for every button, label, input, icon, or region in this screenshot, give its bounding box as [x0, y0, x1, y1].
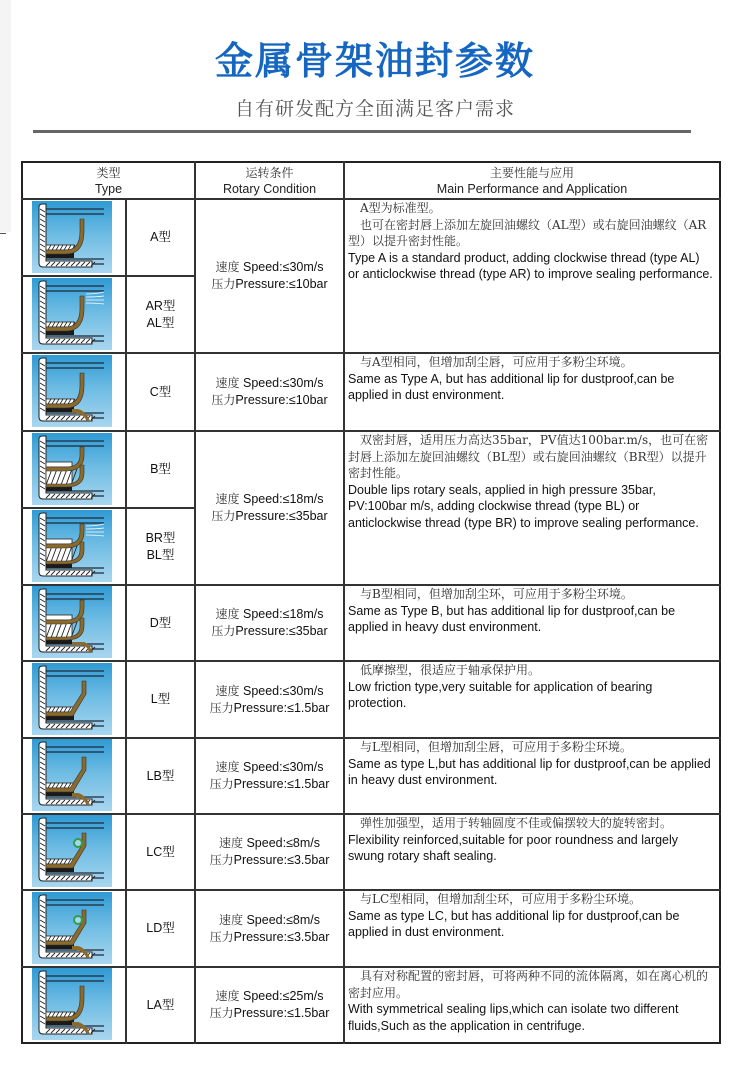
speed-limit: [219, 835, 320, 852]
seal-type-label: [127, 586, 194, 660]
column-header-condition-en: Rotary Condition: [222, 182, 317, 196]
seal-type-name: BR型: [145, 530, 176, 545]
performance-text-en: Type A is a standard product, adding clockwise thread (type AL) or anticlockwise thread (type AR) to improve sealing performance.: [348, 250, 713, 281]
pressure-value: Pressure:≤1.5bar: [233, 700, 330, 715]
rotary-condition: [196, 968, 343, 1042]
pressure-value: Pressure:≤1.5bar: [233, 777, 330, 791]
speed-limit: [215, 606, 323, 623]
seal-type-name: A型: [150, 230, 171, 244]
seal-type-la-icon: [32, 968, 112, 1040]
speed-value: Speed:≤30m/s: [242, 760, 324, 774]
seal-type-b-icon: [32, 433, 112, 505]
performance-description: [345, 739, 719, 813]
pressure-label-zh: 压力: [211, 624, 236, 638]
pressure-limit: [211, 623, 327, 640]
performance-text-zh: A型为标准型。: [360, 201, 441, 215]
seal-type-name: LA型: [146, 997, 175, 1012]
column-header-performance-zh: 主要性能与应用: [489, 166, 574, 180]
performance-description: [345, 354, 719, 430]
pressure-limit: [210, 776, 330, 793]
speed-label-zh: 速度: [215, 260, 240, 274]
seal-type-label: [127, 662, 194, 737]
speed-label-zh: 速度: [215, 760, 240, 774]
speed-label-zh: 速度: [215, 989, 240, 1003]
seal-type-br-bl-icon: [32, 510, 112, 582]
performance-text-zh: 与LC型相同，但增加刮尘环，可应用于多粉尘环境。: [360, 892, 642, 906]
pressure-value: Pressure:≤1.5bar: [233, 1006, 330, 1020]
speed-value: Speed:≤30m/s: [242, 683, 324, 698]
performance-text-zh: 与L型相同，但增加刮尘唇，可应用于多粉尘环境。: [360, 740, 632, 754]
seal-type-l-icon: [32, 663, 112, 735]
performance-text-en: Same as Type A, but has additional lip for dustproof,can be applied in dust environment.: [348, 371, 675, 402]
seal-type-d-icon: [32, 586, 112, 658]
seal-type-name: C型: [149, 384, 172, 399]
speed-label-zh: 速度: [215, 683, 240, 698]
seal-type-label: [127, 968, 194, 1042]
performance-text-en: Low friction type,very suitable for application of bearing protection.: [348, 679, 653, 710]
speed-limit: [215, 759, 323, 776]
pressure-label-zh: 压力: [211, 509, 236, 523]
pressure-label-zh: 压力: [209, 853, 234, 867]
title-divider: [33, 130, 691, 133]
performance-text-zh: 与A型相同，但增加刮尘唇，可应用于多粉尘环境。: [360, 355, 633, 369]
performance-text-zh: 双密封唇，适用压力高达35bar，PV值达100bar.m/s，也可在密封唇上添加左旋回油螺纹（BL型）或右旋回油螺纹（BR型）以提升密封性能。: [348, 433, 709, 480]
speed-label-zh: 速度: [215, 492, 240, 506]
performance-text-en: Same as type L,but has additional lip for dustproof,can be applied in heavy dust environment.: [348, 756, 711, 787]
pressure-value: Pressure:≤35bar: [235, 624, 328, 638]
seal-type-ar-al-icon: [32, 278, 112, 350]
pressure-limit: [210, 700, 330, 717]
performance-description: [345, 432, 719, 584]
performance-description: [345, 891, 719, 966]
pressure-label-zh: 压力: [211, 277, 236, 291]
pressure-label-zh: 压力: [209, 1006, 234, 1020]
pressure-value: Pressure:≤35bar: [235, 509, 328, 523]
pressure-limit: [211, 508, 327, 525]
seal-type-lb-icon: [32, 739, 112, 811]
column-header-type-zh: 类型: [96, 166, 121, 180]
speed-value: Speed:≤8m/s: [246, 912, 321, 927]
performance-description: [345, 200, 719, 352]
left-edge-tick: [0, 233, 6, 234]
speed-limit: [215, 375, 323, 392]
pressure-value: Pressure:≤3.5bar: [233, 929, 330, 944]
seal-type-label: [127, 354, 194, 430]
column-header-condition-zh: 运转条件: [245, 166, 294, 180]
pressure-label-zh: 压力: [211, 393, 236, 407]
pressure-value: Pressure:≤10bar: [235, 277, 328, 291]
page-subtitle: 自有研发配方全面满足客户需求: [234, 98, 515, 120]
speed-label-zh: 速度: [218, 912, 243, 927]
seal-type-label: [127, 509, 194, 584]
rotary-condition: [196, 432, 343, 584]
performance-text-en: Same as Type B, but has additional lip for dustproof,can be applied in heavy dust environment.: [348, 603, 676, 634]
performance-text-zh: 也可在密封唇上添加左旋回油螺纹（AL型）或右旋回油螺纹（AR型）以提升密封性能。: [348, 217, 707, 248]
performance-text-zh: 弹性加强型，适用于转轴圆度不佳或偏摆较大的旋转密封。: [360, 816, 673, 830]
performance-text-en: Flexibility reinforced,suitable for poor roundness and largely swung rotary shaft sealing.: [348, 832, 679, 863]
pressure-value: Pressure:≤3.5bar: [233, 853, 330, 867]
seal-type-name: L型: [150, 692, 171, 706]
pressure-limit: [210, 1005, 330, 1022]
performance-text-en: With symmetrical sealing lips,which can isolate two different fluids,Such as the application in centrifuge.: [348, 1002, 679, 1033]
speed-limit: [215, 491, 323, 508]
speed-value: Speed:≤18m/s: [242, 492, 324, 506]
performance-description: [345, 968, 719, 1042]
rotary-condition: [196, 354, 343, 430]
rotary-condition: [196, 586, 343, 660]
seal-type-c-icon: [32, 355, 112, 427]
speed-limit: [219, 912, 320, 929]
speed-label-zh: 速度: [215, 376, 240, 390]
speed-value: Speed:≤25m/s: [242, 989, 324, 1003]
pressure-limit: [211, 392, 327, 409]
column-header-type-en: Type: [94, 182, 123, 196]
seal-type-ld-icon: [32, 892, 112, 964]
seal-type-name: B型: [150, 462, 171, 476]
rotary-condition: [196, 200, 343, 352]
performance-description: [345, 662, 719, 737]
performance-text-zh: 低摩擦型，很适应于轴承保护用。: [360, 663, 541, 677]
seal-type-name: AR型: [145, 298, 176, 313]
seal-type-label: [127, 432, 194, 507]
seal-type-label: [127, 739, 194, 813]
speed-value: Speed:≤8m/s: [246, 836, 321, 850]
pressure-value: Pressure:≤10bar: [235, 393, 328, 407]
pressure-label-zh: 压力: [209, 777, 234, 791]
performance-description: [345, 815, 719, 889]
seal-type-name: D型: [149, 615, 172, 630]
rotary-condition: [196, 662, 343, 737]
seal-type-label: [127, 891, 194, 966]
seal-parameters-table: [21, 161, 721, 1044]
seal-type-name: LC型: [146, 844, 175, 859]
performance-text-en: Same as type LC, but has additional lip for dustproof,can be applied in dust environment.: [348, 908, 680, 939]
rotary-condition: [196, 739, 343, 813]
seal-type-label: [127, 815, 194, 889]
seal-type-a-icon: [32, 201, 112, 273]
speed-limit: [215, 683, 323, 700]
column-header-type: [23, 163, 194, 199]
pressure-limit: [211, 276, 327, 293]
rotary-condition: [196, 891, 343, 966]
pressure-label-zh: 压力: [209, 929, 234, 944]
speed-value: Speed:≤18m/s: [242, 607, 324, 621]
pressure-limit: [210, 929, 330, 946]
column-header-performance: [345, 163, 719, 199]
speed-value: Speed:≤30m/s: [242, 376, 324, 390]
page-title: 金属骨架油封参数: [214, 39, 535, 83]
seal-type-name: AL型: [146, 315, 175, 330]
column-header-condition: [196, 163, 343, 199]
seal-type-name: BL型: [146, 547, 175, 562]
speed-limit: [215, 988, 323, 1005]
seal-type-label: [127, 277, 194, 352]
performance-text-en: Double lips rotary seals, applied in high pressure 35bar, PV:100bar m/s, adding clockwise thread (type BL) or anticlockwise thread (type BR) to improve sealing performance.: [348, 482, 699, 530]
pressure-label-zh: 压力: [209, 700, 234, 715]
seal-type-name: LD型: [146, 921, 175, 935]
seal-type-lc-icon: [32, 815, 112, 887]
seal-type-name: LB型: [146, 768, 175, 783]
speed-limit: [215, 259, 323, 276]
speed-label-zh: 速度: [218, 836, 243, 850]
seal-type-label: [127, 200, 194, 275]
performance-text-zh: 与B型相同，但增加刮尘环，可应用于多粉尘环境。: [360, 587, 633, 601]
rotary-condition: [196, 815, 343, 889]
performance-description: [345, 586, 719, 660]
speed-value: Speed:≤30m/s: [242, 260, 324, 274]
pressure-limit: [210, 852, 330, 869]
column-header-performance-en: Main Performance and Application: [436, 182, 628, 196]
performance-text-zh: 具有对称配置的密封唇，可将两种不同的流体隔离，如在离心机的密封应用。: [348, 969, 709, 1000]
speed-label-zh: 速度: [215, 607, 240, 621]
